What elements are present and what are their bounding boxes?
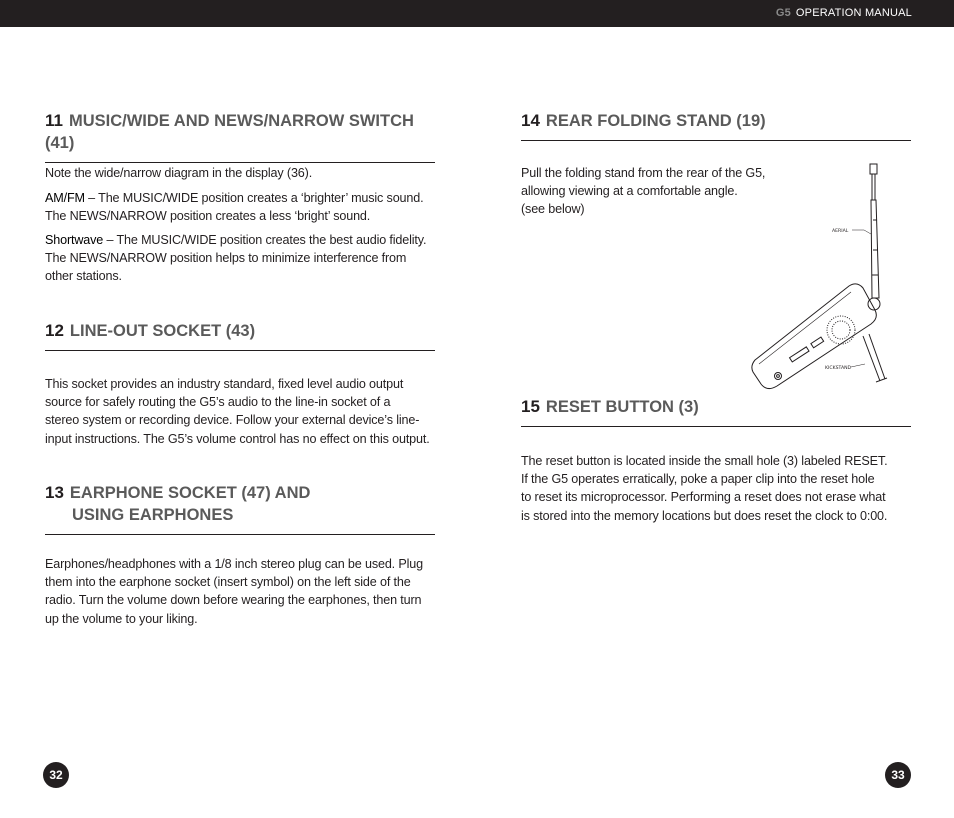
section-14-title: REAR FOLDING STAND (19) <box>545 112 766 130</box>
band-switch <box>811 337 824 348</box>
section-12-line-3: stereo system or recording device. Follow your external device’s line- <box>45 413 420 428</box>
section-13-number: 13 <box>45 483 64 502</box>
section-15-line-3: to reset its microprocessor. Performing a reset does not erase what <box>521 490 886 505</box>
speaker-grille <box>827 316 855 344</box>
section-13-line-1: Earphones/headphones with a 1/8 inch stereo plug can be used. Plug <box>45 557 423 571</box>
section-12-line-1: This socket provides an industry standard, fixed level audio output <box>45 377 404 391</box>
antenna-rod <box>871 200 879 298</box>
section-14-heading <box>521 110 911 141</box>
page-number-right: 33 <box>885 762 911 788</box>
header-manual-title: OPERATION MANUAL <box>795 7 912 19</box>
control-slider <box>790 347 809 362</box>
header-title <box>776 7 912 19</box>
section-12-line-4: input instructions. The G5’s volume control has no effect on this output. <box>45 431 430 446</box>
shortwave-line-3: other stations. <box>45 269 122 284</box>
section-13-paragraph <box>45 555 423 628</box>
section-13-heading <box>45 482 435 535</box>
section-11-title: MUSIC/WIDE AND NEWS/NARROW SWITCH (41) <box>45 112 414 152</box>
section-12-paragraph <box>45 375 430 448</box>
shortwave-line-1: – The MUSIC/WIDE position creates the best audio fidelity. <box>103 233 427 247</box>
section-14-number: 14 <box>521 111 540 130</box>
antenna-tip <box>870 164 877 174</box>
section-12-title: LINE-OUT SOCKET (43) <box>69 322 256 340</box>
section-14-line-2: allowing viewing at a comfortable angle. <box>521 184 738 199</box>
section-11-note: Note the wide/narrow diagram in the display (36). <box>45 166 313 180</box>
section-13-line-2: them into the earphone socket (insert symbol) on the left side of the <box>45 575 411 590</box>
section-11-shortwave-paragraph <box>45 231 426 286</box>
section-13-title-line-2: USING EARPHONES <box>72 506 234 524</box>
radio-body <box>752 284 876 389</box>
amfm-term: AM/FM <box>45 191 85 205</box>
section-15-line-1: The reset button is located inside the small hole (3) labeled RESET. <box>521 454 888 468</box>
section-15-line-4: is stored into the memory locations but does reset the clock to 0:00. <box>521 508 888 523</box>
section-13-title-line-1: EARPHONE SOCKET (47) AND <box>69 484 311 502</box>
section-12-heading <box>45 320 435 351</box>
aerial-callout-line <box>852 230 871 234</box>
section-15-title: RESET BUTTON (3) <box>545 398 699 416</box>
section-12-line-2: source for safely routing the G5’s audio to the line-in socket of a <box>45 395 391 410</box>
radio-stand-illustration <box>745 160 895 392</box>
amfm-line-2: The NEWS/NARROW position creates a less ‘bright’ sound. <box>45 209 371 224</box>
section-13-line-3: radio. Turn the volume down before wearing the earphones, then turn <box>45 593 422 608</box>
page-number-left: 32 <box>43 762 69 788</box>
section-15-line-2: If the G5 operates erratically, poke a paper clip into the reset hole <box>521 472 875 487</box>
section-15-number: 15 <box>521 397 540 416</box>
aerial-label: AERIAL <box>832 229 849 234</box>
kickstand-label: KICKSTAND <box>825 366 852 371</box>
amfm-line-1: – The MUSIC/WIDE position creates a ‘brighter’ music sound. <box>84 191 424 205</box>
section-14-line-1: Pull the folding stand from the rear of the G5, <box>521 166 766 180</box>
section-14-paragraph <box>521 164 765 219</box>
header-model: G5 <box>775 7 791 19</box>
section-13-line-4: up the volume to your liking. <box>45 611 198 626</box>
shortwave-term: Shortwave <box>45 233 104 247</box>
section-11-number: 11 <box>45 111 63 130</box>
earphone-jack <box>775 373 782 380</box>
section-15-paragraph <box>521 452 887 525</box>
section-14-line-3: (see below) <box>521 202 585 217</box>
section-11-heading <box>45 110 435 163</box>
shortwave-line-2: The NEWS/NARROW position helps to minimize interference from <box>45 251 407 266</box>
section-11-amfm-paragraph <box>45 189 423 225</box>
kickstand-callout-line <box>851 364 865 367</box>
header-bar <box>0 0 954 27</box>
section-15-heading <box>521 396 911 427</box>
section-12-number: 12 <box>45 321 64 340</box>
